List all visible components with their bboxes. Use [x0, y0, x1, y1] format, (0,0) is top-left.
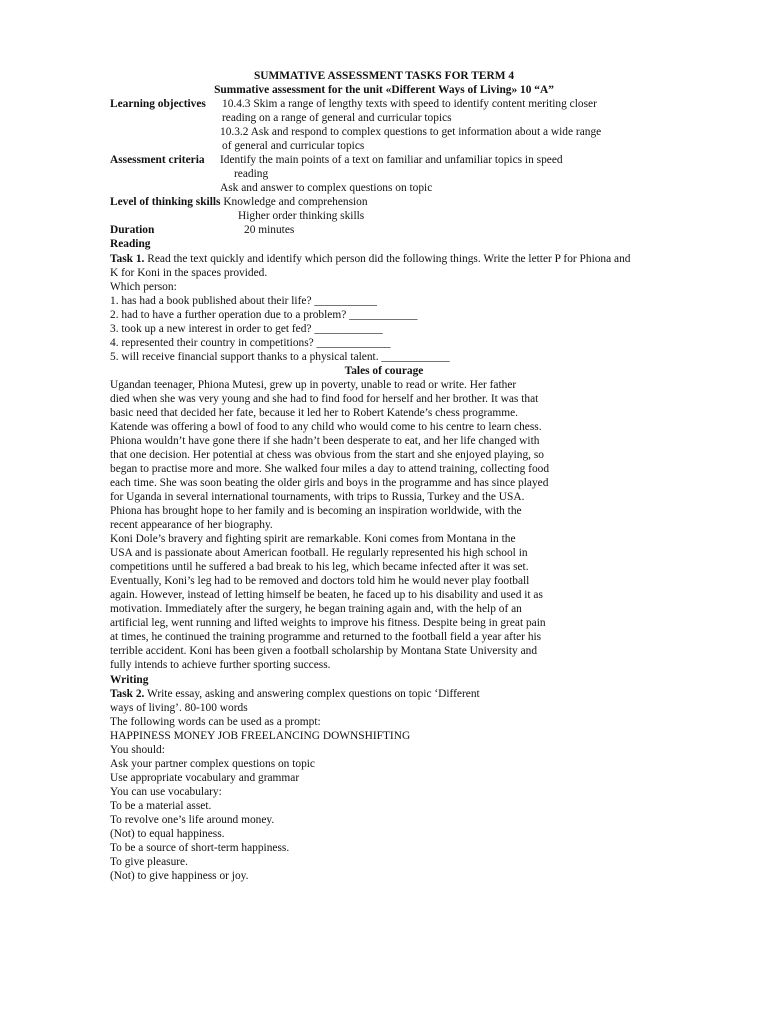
- reading-text-line: recent appearance of her biography.: [110, 519, 273, 531]
- reading-text-line: Phiona has brought hope to her family and is becoming an inspiration worldwide, with the: [110, 505, 522, 517]
- duration-value: 20 minutes: [244, 224, 295, 236]
- criteria-continuation: reading: [234, 168, 269, 180]
- reading-text-line: motivation. Immediately after the surgery, he began training again and, with the help of an: [110, 603, 522, 615]
- task-2-label: Task 2.: [110, 688, 145, 700]
- reading-text-line: each time. She was soon beating the older girls and boys in the programme and has since played: [110, 477, 549, 489]
- prompt-words: HAPPINESS MONEY JOB FREELANCING DOWNSHIFTING: [110, 730, 411, 742]
- learning-objective-line: 10.4.3 Skim a range of lengthy texts with speed to identify content meriting closer: [222, 98, 597, 110]
- reading-text-line: USA and is passionate about American football. He regularly represented his high school in: [110, 547, 528, 559]
- learning-objective-line: of general and curricular topics: [222, 140, 365, 152]
- criteria-item: [220, 181, 432, 196]
- reading-text-title: Tales of courage: [344, 365, 424, 377]
- reading-text-line: fully intends to achieve further sporting success.: [110, 659, 331, 671]
- criteria-text: Ask and answer to complex questions on topic: [220, 182, 433, 194]
- vocabulary-item: To revolve one’s life around money.: [110, 814, 275, 826]
- reading-text-line: artificial leg, went running and lifted weights to improve his fitness. Despite being in great pain: [110, 617, 546, 629]
- task-1-text: Read the text quickly and identify which person did the following things. Write the letter P for Phiona and: [144, 253, 631, 265]
- reading-text-line: terrible accident. Koni has been given a football scholarship by Montana State University and: [110, 645, 538, 657]
- reading-text-line: again. However, instead of letting himself be beaten, he faced up to his disability and used it as: [110, 589, 543, 601]
- criteria-text: Identify the main points of a text on familiar and unfamiliar topics in speed: [220, 154, 563, 166]
- reading-heading: Reading: [110, 238, 151, 250]
- reading-text-line: competitions until he suffered a bad break to his leg, which became infected after it was set.: [110, 561, 529, 573]
- thinking-skills-value: Knowledge and comprehension: [223, 196, 368, 208]
- vocabulary-item: To give pleasure.: [110, 856, 188, 868]
- learning-objective-line: 10.3.2 Ask and respond to complex questions to get information about a wide range: [220, 126, 602, 138]
- should-item: Ask your partner complex questions on topic: [110, 758, 315, 770]
- thinking-skills-row: [110, 195, 368, 209]
- task-2-text: Write essay, asking and answering complex questions on topic ‘Different: [144, 688, 480, 700]
- vocabulary-item: To be a material asset.: [110, 800, 212, 812]
- reading-text-line: for Uganda in several international tournaments, with trips to Russia, Turkey and the USA.: [110, 491, 525, 503]
- you-should-label: You should:: [110, 744, 165, 756]
- question-item: 1. has had a book published about their life? ___________: [110, 295, 377, 307]
- task-2-text-continuation: ways of living’. 80-100 words: [110, 702, 248, 714]
- criteria-item: [220, 153, 563, 168]
- reading-text-line: Phiona wouldn’t have gone there if she hadn’t been desperate to eat, and her life changed with: [110, 435, 540, 447]
- reading-text-line: Eventually, Koni’s leg had to be removed and doctors told him he would never play football: [110, 575, 530, 587]
- question-item: 4. represented their country in competitions? _____________: [110, 337, 391, 349]
- thinking-skills-label: Level of thinking skills: [110, 196, 221, 208]
- assessment-criteria-label: Assessment criteria: [110, 154, 205, 166]
- question-item: 3. took up a new interest in order to get fed? ____________: [110, 323, 383, 335]
- question-item: 2. had to have a further operation due to a problem? ____________: [110, 309, 418, 321]
- reading-text-line: Koni Dole’s bravery and fighting spirit are remarkable. Koni comes from Montana in the: [110, 533, 516, 545]
- learning-objective-line: reading on a range of general and curricular topics: [222, 112, 452, 124]
- reading-text-line: Ugandan teenager, Phiona Mutesi, grew up in poverty, unable to read or write. Her father: [110, 379, 517, 391]
- thinking-skills-value: Higher order thinking skills: [238, 210, 365, 222]
- learning-objectives-label: Learning objectives: [110, 98, 206, 110]
- reading-text-line: that one decision. Her potential at chess was obvious from the start and she enjoyed playing, so: [110, 449, 545, 461]
- reading-text-line: at times, he continued the training programme and returned to the football field a year after his: [110, 631, 542, 643]
- document-subtitle: Summative assessment for the unit «Different Ways of Living» 10 “A”: [214, 84, 554, 96]
- duration-label: Duration: [110, 224, 155, 236]
- task-2-instruction: [110, 687, 480, 701]
- vocabulary-intro: You can use vocabulary:: [110, 786, 222, 798]
- reading-text-line: Katende was offering a bowl of food to any child who would come to his centre to learn chess.: [110, 421, 542, 433]
- vocabulary-item: (Not) to give happiness or joy.: [110, 870, 249, 882]
- task-1-text-continuation: K for Koni in the spaces provided.: [110, 267, 268, 279]
- should-item: Use appropriate vocabulary and grammar: [110, 772, 300, 784]
- prompt-intro: The following words can be used as a prompt:: [110, 716, 321, 728]
- which-person-label: Which person:: [110, 281, 177, 293]
- task-1-label: Task 1.: [110, 253, 145, 265]
- document-title: SUMMATIVE ASSESSMENT TASKS FOR TERM 4: [253, 70, 515, 82]
- question-item: 5. will receive financial support thanks to a physical talent. ____________: [110, 351, 450, 363]
- reading-text-line: began to practise more and more. She walked four miles a day to attend training, collecting food: [110, 463, 550, 475]
- vocabulary-item: (Not) to equal happiness.: [110, 828, 225, 840]
- writing-heading: Writing: [110, 674, 149, 686]
- vocabulary-item: To be a source of short-term happiness.: [110, 842, 290, 854]
- task-1-instruction: [110, 252, 630, 266]
- reading-text-line: basic need that decided her fate, because it led her to Robert Katende’s chess programme.: [110, 407, 518, 419]
- reading-text-line: died when she was very young and she had to find food for herself and her brother. It was that: [110, 393, 539, 405]
